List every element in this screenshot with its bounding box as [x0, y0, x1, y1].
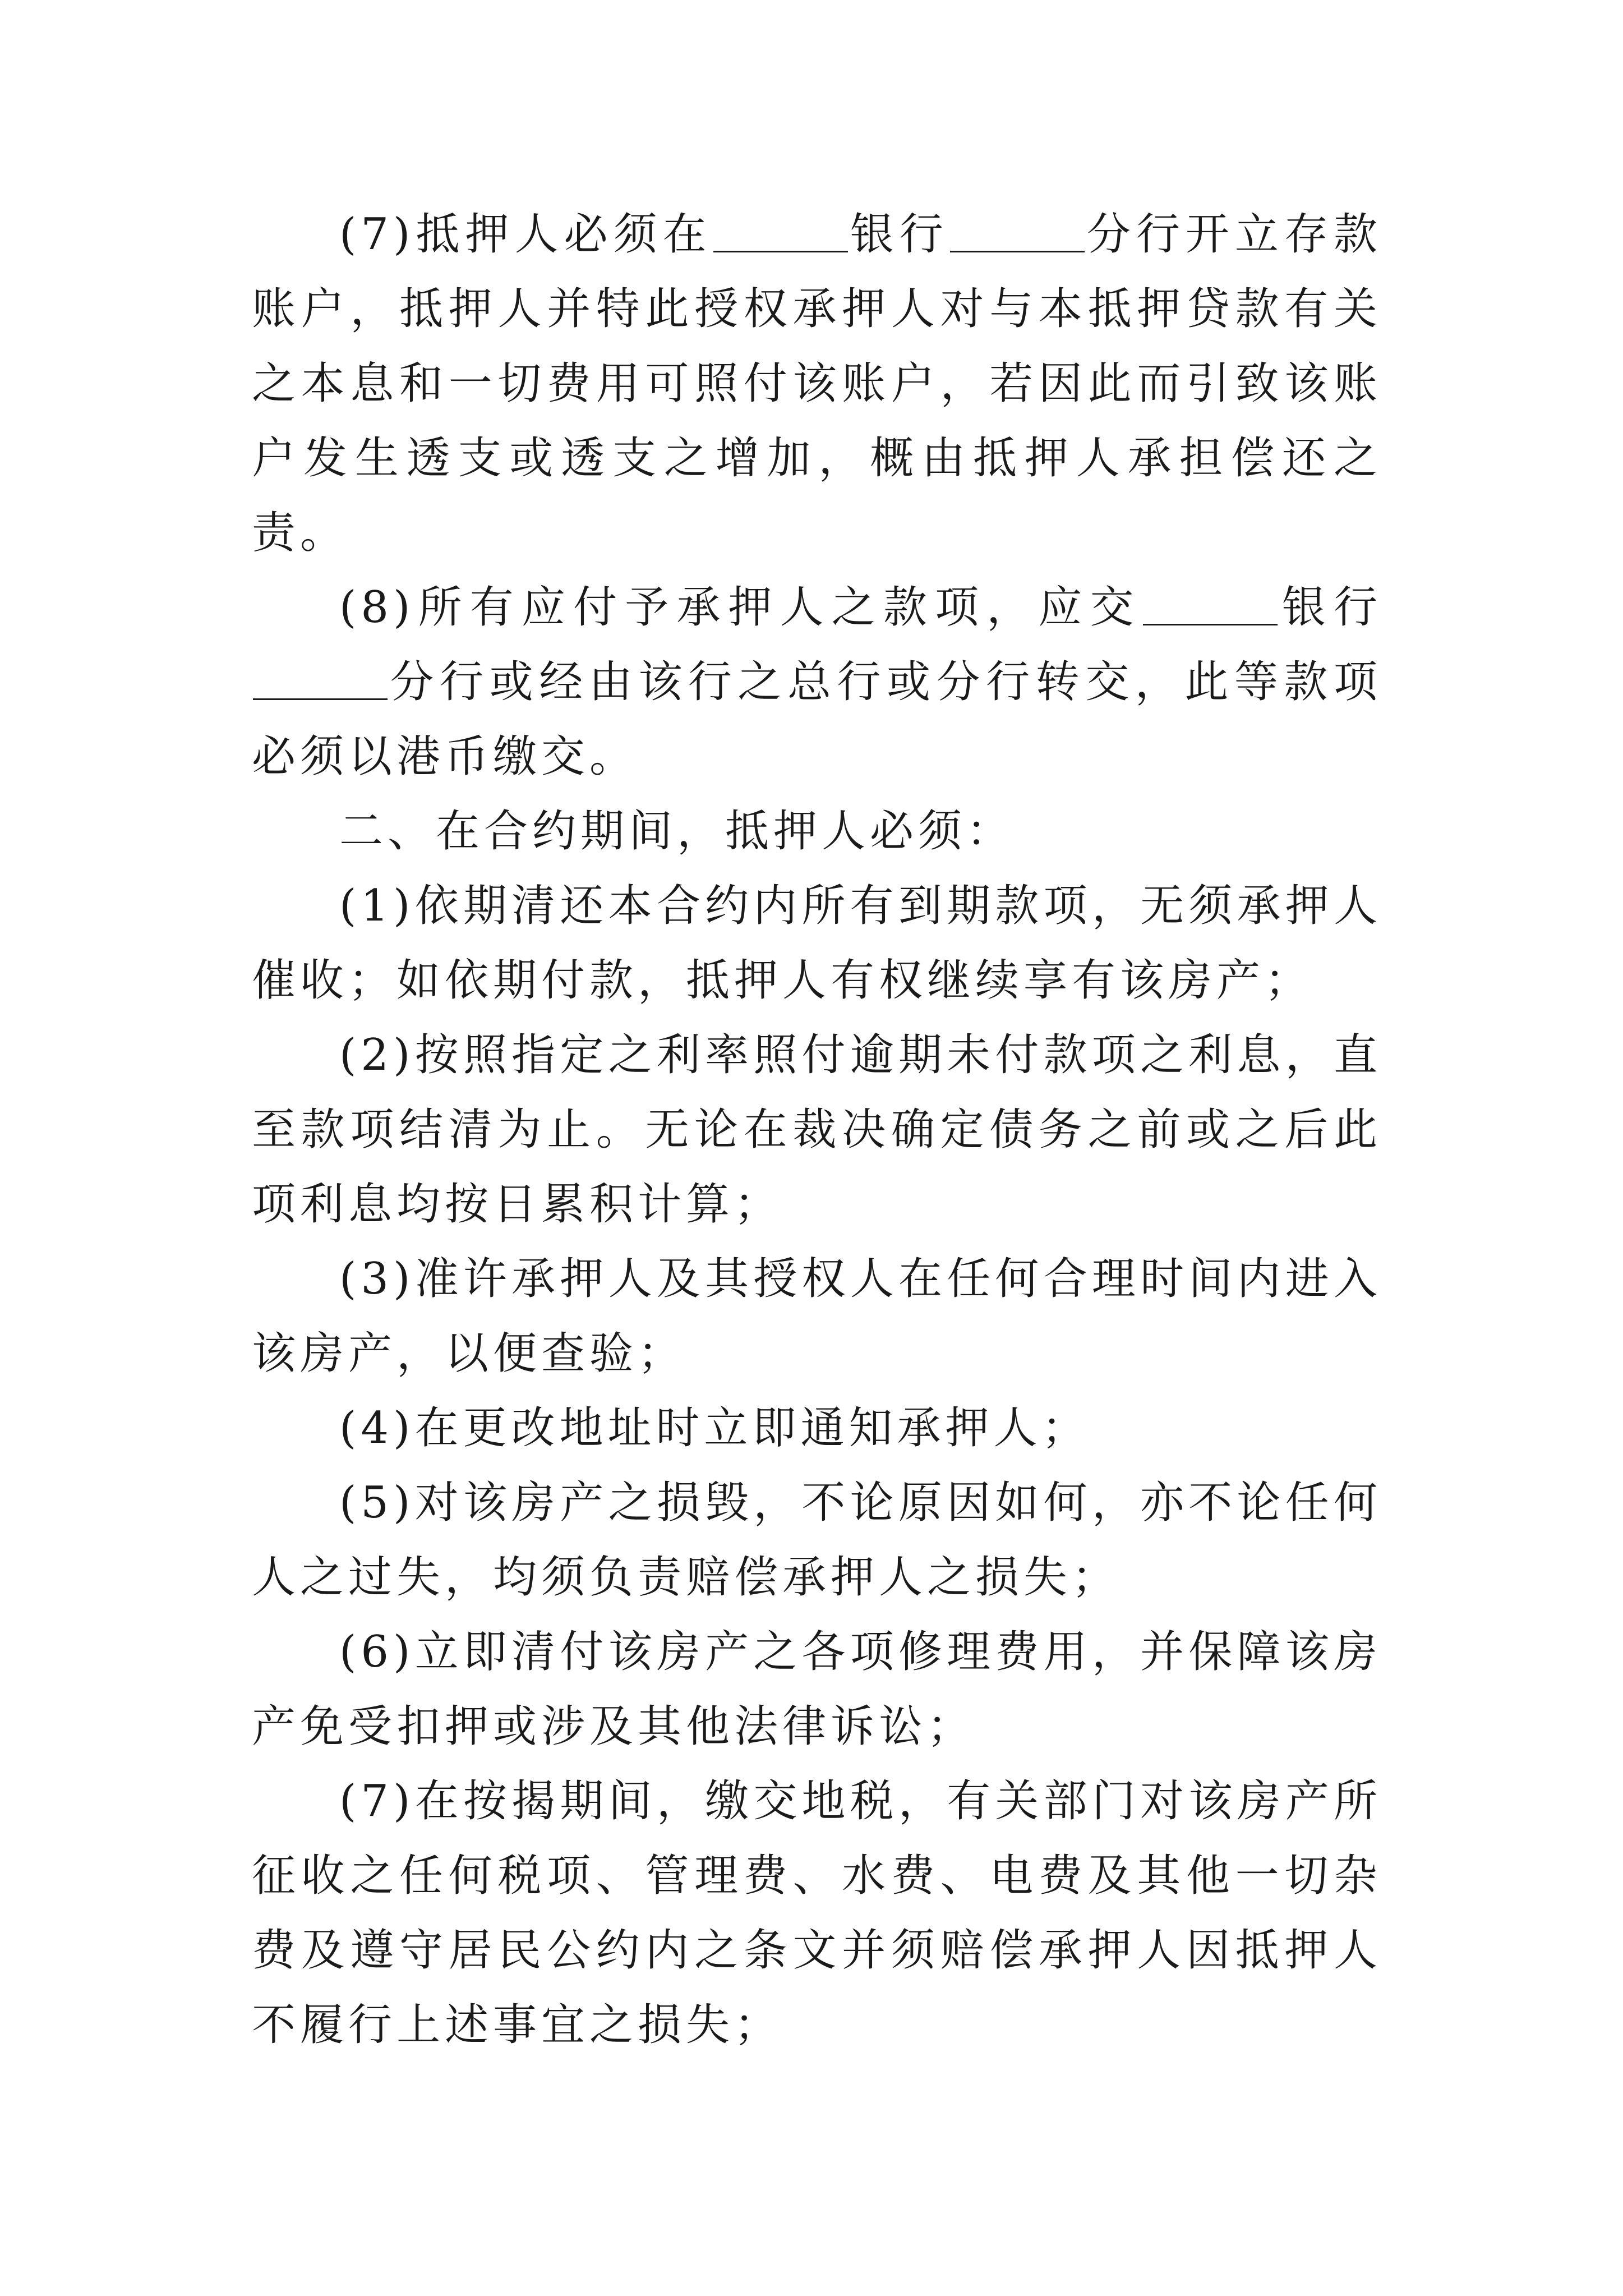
paragraph-text: 分行开立存款账户，抵押人并特此授权承押人对与本抵押贷款有关之本息和一切费用可照付该账户，若因此而引致该账户发生透支或透支之增加，概由抵押人承担偿还之责。	[252, 209, 1382, 558]
paragraph-s2-item-1	[252, 869, 1382, 1018]
paragraph-s2-item-4	[252, 1391, 1382, 1466]
paragraph-text: (8)所有应付予承押人之款项，应交	[339, 582, 1142, 633]
blank-fill-line[interactable]	[253, 659, 388, 700]
paragraph-text: 分行或经由该行之总行或分行转交，此等款项必须以港币缴交。	[252, 657, 1382, 782]
paragraph-s2-item-2	[252, 1018, 1382, 1242]
paragraph-text: (7)在按揭期间，缴交地税，有关部门对该房产所征收之任何税项、管理费、水费、电费及其他一切杂费及遵守居民公约内之条文并须赔偿承押人因抵押人不履行上述事宜之损失；	[252, 1776, 1382, 2050]
paragraph-text: (4)在更改地址时立即通知承押人；	[339, 1403, 1090, 1453]
paragraph-text: (6)立即清付该房产之各项修理费用，并保障该房产免受扣押或涉及其他法律诉讼；	[252, 1627, 1382, 1752]
blank-fill-line[interactable]	[713, 211, 848, 252]
document-body	[252, 197, 1382, 2063]
paragraph-text: 银行	[849, 209, 949, 260]
paragraph-text: (2)按照指定之利率照付逾期未付款项之利息，直至款项结清为止。无论在裁决确定债务之前或之后此项利息均按日累积计算；	[252, 1030, 1382, 1230]
paragraph-text: (7)抵押人必须在	[339, 209, 712, 260]
paragraph-text: (5)对该房产之损毁，不论原因如何，亦不论任何人之过失，均须负责赔偿承押人之损失；	[252, 1478, 1382, 1603]
blank-fill-line[interactable]	[1143, 585, 1278, 625]
paragraph-s2-item-5	[252, 1466, 1382, 1615]
blank-fill-line[interactable]	[950, 211, 1085, 252]
paragraph-text: (3)准许承押人及其授权人在任何合理时间内进入该房产，以便查验；	[252, 1254, 1382, 1379]
paragraph-text: 银行	[1278, 582, 1382, 633]
paragraph-p7-account	[252, 197, 1382, 570]
paragraph-text: (1)依期清还本合约内所有到期款项，无须承押人催收；如依期付款，抵押人有权继续享有该房产；	[252, 881, 1382, 1006]
paragraph-s2-item-6	[252, 1615, 1382, 1764]
paragraph-section-2-heading	[252, 794, 1382, 869]
paragraph-s2-item-3	[252, 1242, 1382, 1391]
paragraph-p8-payment	[252, 570, 1382, 794]
paragraph-s2-item-7	[252, 1764, 1382, 2063]
paragraph-text: 二、在合约期间，抵押人必须：	[339, 806, 1015, 857]
